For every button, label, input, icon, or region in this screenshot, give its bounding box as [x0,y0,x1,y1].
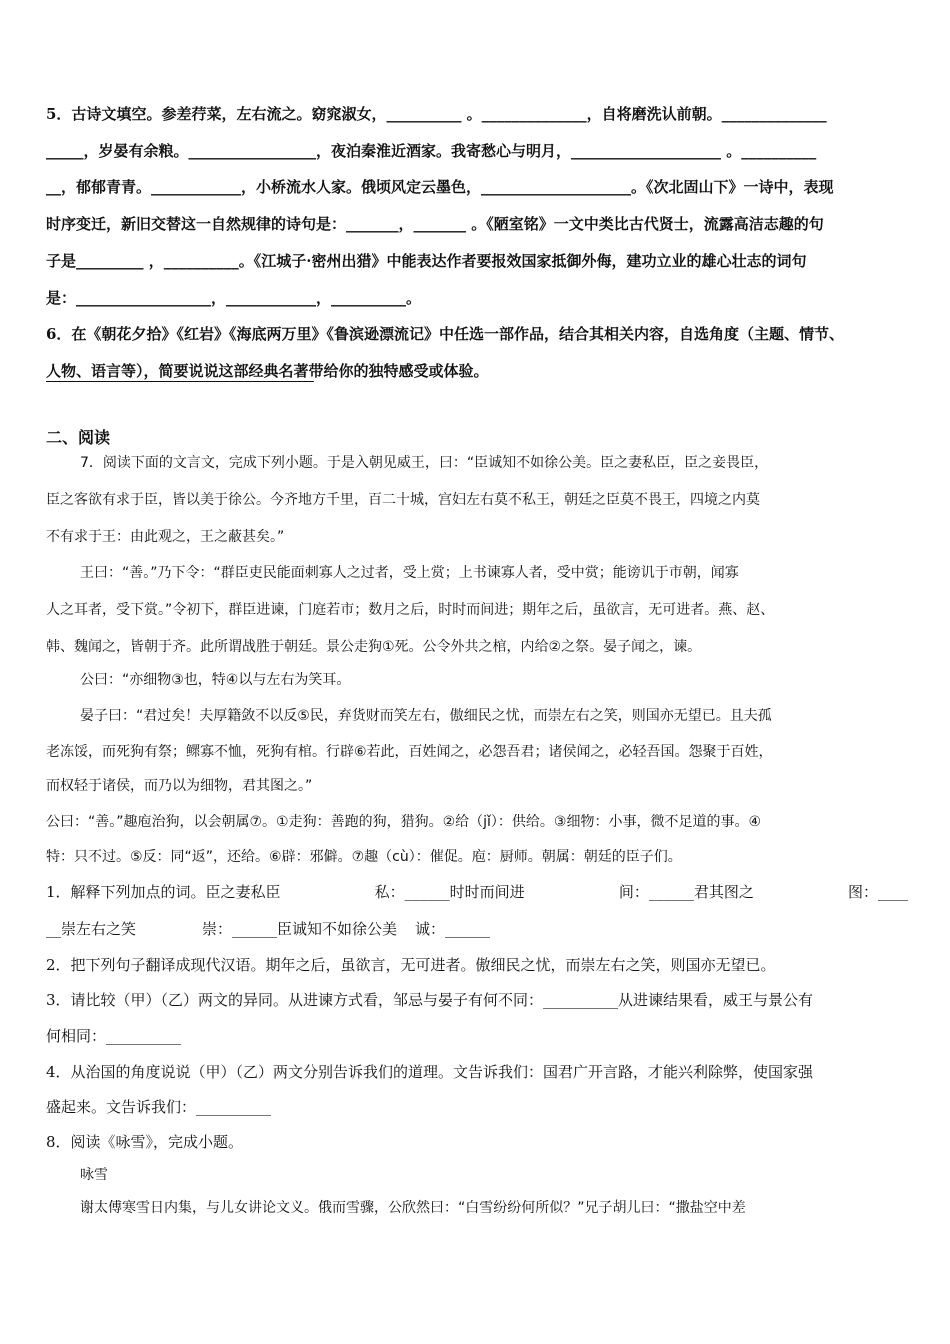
sub-q1-part-c: 间：______君其图之 [618,883,754,901]
sub-q4-line-1: 4．从治国的角度说说（甲）（乙）两文分别告诉我们的道理。文告诉我们：国君广开言路，才能兴利除弊，使国家强 [46,1063,814,1081]
sub-q1-part-g: 诚：______ [415,920,491,938]
q8-poem-title: 咏雪 [80,1167,108,1183]
sub-q2: 2．把下列句子翻译成现代汉语。期年之后，虽欲言，无可进者。傲细民之忧，而崇左右之笑，则国亦无望已。 [46,956,776,974]
sub-q1-part-d: 图：____ [847,883,908,901]
sub-q3-line-2: 何相同：__________ [46,1027,182,1045]
sub-q1-part-f: 崇：______臣诚知不如徐公美 [202,920,398,938]
sub-q1-line-1 [46,882,908,902]
q5-line-1: 5．古诗文填空。参差荇菜，左右流之。窈窕淑女，__________ 。______________，自将磨洗认前朝。______________ [46,105,827,123]
q7-para-1: 7．阅读下面的文言文，完成下列小题。于是入朝见威王，曰：“臣诚知不如徐公美。臣之妻私臣，臣之妾畏臣， [80,455,769,471]
q7-para-7: 公曰：“亦细物③也，特④以与左右为笑耳。 [80,672,351,688]
q7-para-10: 而权轻于诸侯，而乃以为细物，君其图之。” [46,778,313,794]
q7-para-8: 晏子曰：“君过矣！夫厚籍敛不以反⑤民，弃货财而笑左右，傲细民之忧，而崇左右之笑，则国亦无望已。且夫孤 [80,708,772,724]
sub-q1-line-2 [46,919,908,939]
q7-para-11: 公曰：“善。”趣庖治狗，以会朝属⑦。①走狗：善跑的狗，猎狗。②给（jǐ）：供给。③细物：小事，微不足道的事。④ [46,814,762,830]
q7-para-12: 特：只不过。⑤反：同“返”，还给。⑥辟：邪僻。⑦趣（cù）：催促。庖：厨师。朝属：朝廷的臣子们。 [46,849,682,865]
q7-para-6: 韩、魏闻之，皆朝于齐。此所谓战胜于朝廷。景公走狗①死。公令外共之棺，内给②之祭。晏子闻之，谏。 [46,639,702,655]
q6-line-2: 人物、语言等），简要说说这部经典名著带给你的独特感受或体验。 [46,362,489,380]
q7-para-4: 王曰：“善。”乃下令：“群臣吏民能面刺寡人之过者，受上赏；上书谏寡人者，受中赏；能谤讥于市朝，闻寡 [80,565,739,581]
sub-q1-part-b: 私：______时时而间进 [374,883,525,901]
q7-para-5: 人之耳者，受下赏。”令初下，群臣进谏，门庭若市；数月之后，时时而间进；期年之后，虽欲言，无可进者。燕、赵、 [46,602,775,618]
sub-q3-line-1: 3．请比较（甲）（乙）两文的异同。从进谏方式看，邹忌与晏子有何不同：__________从进谏结果看，威王与景公有 [46,991,814,1009]
q5-line-5: 子是_________ ，__________。《江城子·密州出猎》中能表达作者要报效国家抵御外侮，建功立业的雄心壮志的词句 [46,252,807,270]
q5-line-3: __，郁郁青青。____________，小桥流水人家。俄顷风定云墨色，____________________。《次北固山下》一诗中，表现 [46,178,834,196]
q5-line-4: 时序变迁，新旧交替这一自然规律的诗句是：_______，_______ 。《陋室铭》一文中类比古代贤士，流露高洁志趣的句 [46,215,824,233]
q8-intro: 8．阅读《咏雪》，完成小题。 [46,1133,244,1151]
q6-line-1: 6．在《朝花夕拾》《红岩》《海底两万里》《鲁滨逊漂流记》中任选一部作品，结合其相关内容，自选角度（主题、情节、 [46,325,844,343]
q7-para-2: 臣之客欲有求于臣，皆以美于徐公。今齐地方千里，百二十城，宫妇左右莫不私王，朝廷之臣莫不畏王，四境之内莫 [46,492,760,508]
sub-q1-part-a: 1．解释下列加点的词。臣之妻私臣 [46,883,281,901]
q5-line-2: _____，岁晏有余粮。_________________，夜泊秦淮近酒家。我寄愁心与明月，____________________ 。__________ [46,142,817,160]
sub-q1-part-e: __崇左右之笑 [46,920,137,938]
q8-para-1: 谢太傅寒雪日内集，与儿女讲论文义。俄而雪骤，公欣然曰：“白雪纷纷何所似？”兄子胡儿曰：“撒盐空中差 [80,1200,746,1216]
q5-line-6: 是：__________________，____________，__________。 [46,289,422,307]
answer-line [46,381,314,382]
section-heading: 二、阅读 [46,428,111,447]
sub-q4-line-2: 盛起来。文告诉我们：__________ [46,1098,272,1116]
q7-para-9: 老冻馁，而死狗有祭；鳏寡不恤，死狗有棺。行辟⑥若此，百姓闻之，必怨吾君；诸侯闻之，必轻吾国。怨聚于百姓， [46,744,773,760]
q7-para-3: 不有求于王：由此观之，王之蔽甚矣。” [46,529,285,545]
